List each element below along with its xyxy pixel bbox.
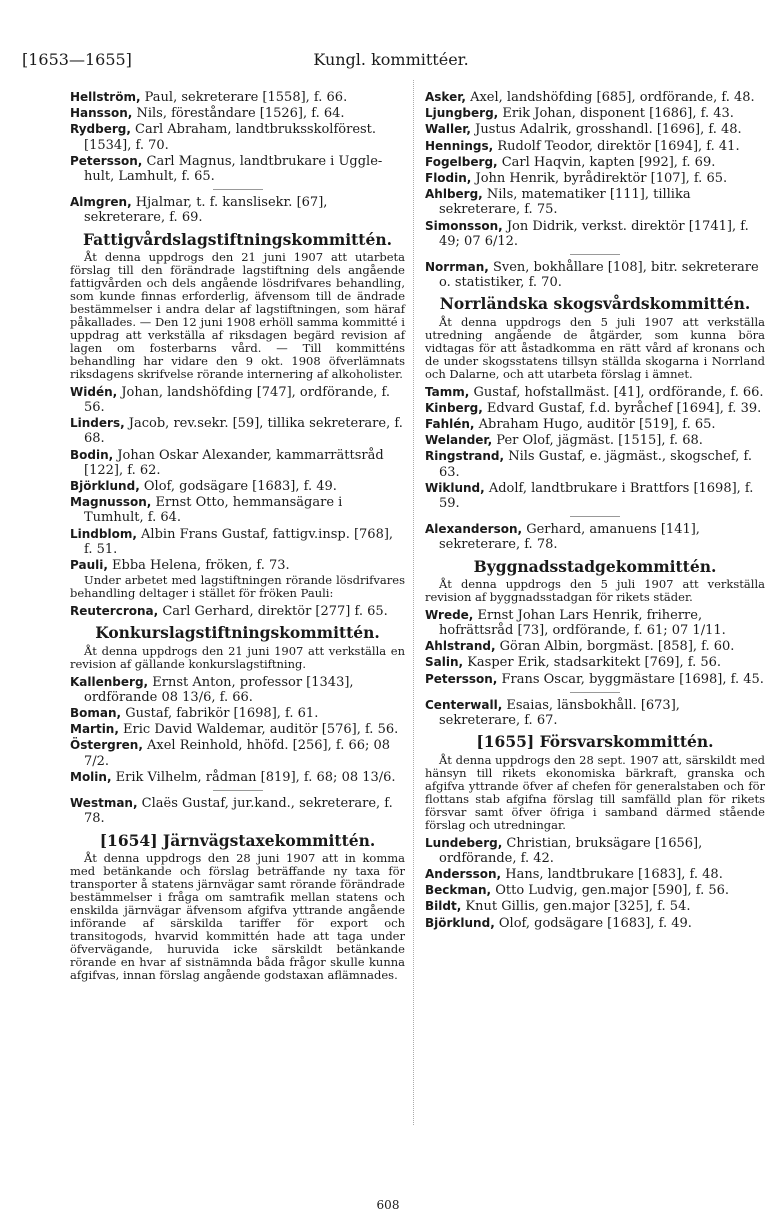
member-name: Hansson, [70,106,133,121]
member-details: Hans, landtbrukare [1683], f. 48. [501,866,723,882]
separator [570,692,620,693]
member-details: Olof, godsägare [1683], f. 49. [494,915,692,931]
member-name: Martin, [70,722,119,737]
member-entry [70,495,405,525]
member-name: Flodin, [425,171,472,186]
member-details: Johan Oskar Alexander, kammarrättsråd [122], f. 62. [84,447,384,478]
member-entry [70,796,405,826]
member-entry [70,706,405,721]
separator [570,254,620,255]
committee-description: Åt denna uppdrogs den 21 juni 1907 att verkställa en revision af gällande konkurslagstiftning. [70,643,405,671]
member-name: Hennings, [425,138,494,153]
right-column [425,90,765,932]
member-details: Ernst Otto, hemmansägare i Tumhult, f. 64. [84,495,343,526]
member-details: Gerhard, amanuens [141], sekreterare, f. 78. [439,522,700,553]
member-name: Lundeberg, [425,835,503,850]
committee-heading: Norrländska skogsvårdskommittén. [439,294,751,314]
member-details: Nils, föreståndare [1526], f. 64. [132,106,345,122]
member-entry [425,899,765,914]
member-name: Fogelberg, [425,154,498,169]
member-name: Welander, [425,433,493,448]
committee-heading: Byggnadsstadgekommittén. [473,556,717,576]
member-details: Carl Haqvin, kapten [992], f. 69. [497,154,716,170]
committee-description: Åt denna uppdrogs den 5 juli 1907 att verkställa revision af byggnadsstadgan för rikets städer. [425,576,765,604]
member-entry [70,90,405,105]
member-entry [425,608,765,638]
member-details: Justus Adalrik, grosshandl. [1696], f. 48. [470,122,742,138]
member-entry [425,449,765,479]
member-details: Paul, sekreterare [1558], f. 66. [140,90,348,105]
member-entry [425,106,765,121]
member-details: Sven, bokhållare [108], bitr. sekreterare o. statistiker, f. 70. [439,260,759,291]
member-name: Ljungberg, [425,106,499,121]
member-name: Bildt, [425,899,462,914]
member-name: Reutercrona, [70,604,159,619]
member-details: Ernst Anton, professor [1343], ordförande 08 13/6, f. 66. [84,674,354,705]
member-name: Andersson, [425,866,502,881]
member-details: Nils, matematiker [111], tillika sekreterare, f. 75. [439,187,691,218]
member-details: Per Olof, jägmäst. [1515], f. 68. [492,433,703,449]
separator [213,189,263,190]
member-entry [70,722,405,737]
member-details: Johan, landshöfding [747], ordförande, f. 56. [84,384,391,416]
member-name: Björklund, [425,915,495,930]
separator [570,516,620,517]
member-entry [425,260,765,290]
member-entry [70,416,405,446]
member-entry [425,916,765,931]
member-entry [425,401,765,416]
member-details: Otto Ludvig, gen.major [590], f. 56. [491,883,730,899]
member-entry [70,770,405,785]
member-name: Linders, [70,416,125,431]
member-entry [425,522,765,552]
member-details: Eric David Waldemar, auditör [576], f. 56. [118,722,399,738]
committee-description: Åt denna uppdrogs den 28 juni 1907 att in komma med betänkande och förslag beträffande ny taxa för transporter å statens järnvägar samt rörande förändrade bestämmelser i fråga om samtrafik mellan statens och enskilda järnvägar äfvensom afgifva yttrande angående införande af särskilda tariffer för export och transitogods, hvarvid kommittén hade att taga under öfvervägande, huruvida icke särskildt betänkande rörande en hvar af sistnämnda båda frågor skulle kunna afgifvas, innan förslag angående godstaxan aflämnades. [70,850,405,982]
member-name: Centerwall, [425,697,503,712]
member-name: Alexanderson, [425,522,523,537]
member-entry [70,154,405,184]
member-details: Knut Gillis, gen.major [325], f. 54. [461,899,691,915]
member-name: Beckman, [425,883,492,898]
running-title: Kungl. kommittéer. [313,50,469,69]
member-name: Wiklund, [425,480,485,495]
member-entry [425,219,765,249]
member-name: Norrman, [425,260,489,275]
member-name: Wrede, [425,607,474,622]
member-details: Adolf, landtbrukare i Brattfors [1698], f. 59. [439,480,754,512]
member-details: Gustaf, hofstallmäst. [41], ordförande, f. 66. [469,384,764,400]
member-entry [425,433,765,448]
member-entry [425,385,765,400]
separator [213,790,263,791]
member-details: Abraham Hugo, auditör [519], f. 65. [474,417,716,433]
member-name: Fahlén, [425,417,475,432]
member-name: Simonsson, [425,218,503,233]
member-details: Carl Magnus, landtbrukare i Uggle-hult, Lamhult, f. 65. [84,153,383,185]
member-details: Axel, landshöfding [685], ordförande, f. 48. [465,90,755,105]
member-details: Esaias, länsbokhåll. [673], sekreterare, f. 67. [439,697,680,729]
committee-description: Under arbetet med lagstiftningen rörande lösdrifvares behandling deltager i stället för fröken Pauli: [70,573,405,601]
member-name: Björklund, [70,479,140,494]
member-entry [70,675,405,705]
member-details: Carl Abraham, landtbruksskolförest. [1534], f. 70. [84,122,377,153]
committee-description: Åt denna uppdrogs den 5 juli 1907 att verkställa utredning angående de åtgärder, som kunna böra vidtagas för att åstadkomma en rätt vård af kronans och de under skogsstatens tillsyn ställda skogarna i Norrland och Dalarne, och att utarbeta förslag i ämnet. [425,314,765,381]
member-name: Asker, [425,90,466,104]
member-details: Gustaf, fabrikör [1698], f. 61. [121,706,319,722]
member-name: Boman, [70,706,122,721]
member-entry [425,139,765,154]
member-name: Westman, [70,796,138,811]
member-name: Rydberg, [70,122,131,137]
member-details: Erik Vilhelm, rådman [819], f. 68; 08 13/6. [111,769,396,785]
member-entry [70,195,405,225]
member-details: Edvard Gustaf, f.d. byråchef [1694], f. 39. [482,400,762,416]
member-details: Claës Gustaf, jur.kand., sekreterare, f. 78. [84,796,393,827]
member-entry [425,90,765,105]
member-entry [425,639,765,654]
member-entry [70,738,405,768]
page-header [22,50,760,74]
member-entry [425,867,765,882]
member-name: Salin, [425,655,464,670]
member-name: Almgren, [70,195,132,210]
member-details: Axel Reinhold, hhöfd. [256], f. 66; 08 7/2. [84,738,391,769]
member-entry [425,655,765,670]
member-details: Jon Didrik, verkst. direktör [1741], f. 49; 07 6/12. [439,218,749,249]
member-details: Nils Gustaf, e. jägmäst., skogschef, f. 63. [439,449,752,480]
page-range: [1653—1655] [22,50,132,69]
member-details: Christian, bruksägare [1656], ordförande, f. 42. [439,835,703,866]
member-name: Kallenberg, [70,674,149,689]
member-entry [70,122,405,152]
member-name: Waller, [425,122,471,137]
member-name: Hellström, [70,90,141,104]
member-entry [70,479,405,494]
member-details: Ernst Johan Lars Henrik, friherre, hofrättsråd [73], ordförande, f. 61; 07 1/11. [439,607,726,639]
member-entry [70,527,405,557]
member-entry [70,106,405,121]
member-entry [70,604,405,619]
member-name: Pauli, [70,558,108,573]
member-entry [70,558,405,573]
committee-heading: [1654] Järnvägstaxekommittén. [99,830,376,850]
member-details: Hjalmar, t. f. kanslisekr. [67], sekreterare, f. 69. [84,195,328,226]
column-divider [413,80,414,1125]
member-details: Albin Frans Gustaf, fattigv.insp. [768], f. 51. [84,526,394,557]
committee-heading: Fattigvårdslagstiftningskommittén. [82,229,392,249]
member-entry [425,171,765,186]
member-name: Magnusson, [70,495,152,510]
member-details: Erik Johan, disponent [1686], f. 43. [498,106,734,122]
member-name: Östergren, [70,738,143,753]
member-name: Tamm, [425,384,470,399]
member-name: Ahlberg, [425,187,483,202]
member-details: John Henrik, byrådirektör [107], f. 65. [471,171,728,187]
member-entry [425,417,765,432]
member-entry [425,883,765,898]
left-column [70,90,405,986]
member-name: Molin, [70,769,112,784]
committee-description: Åt denna uppdrogs den 21 juni 1907 att utarbeta förslag till den förändrade lagstiftning dels angående fattigvården och dels angående lösdrifvares behandling, som kunde finnas erforderlig, äfvensom till de ändrade bestämmelser i andra delar af lagstiftningen, som häraf påkallades. — Den 12 juni 1908 erhöll samma kommitté i uppdrag att verkställa af riksdagen begärd revision af lagen om fosterbarns vård. — Till kommitténs behandling har vidare den 9 okt. 1908 öfverlämnats riksdagens skrifvelse rörande internering af alkoholister. [70,249,405,381]
page-number: 608 [376,1198,400,1212]
member-details: Olof, godsägare [1683], f. 49. [139,479,337,495]
member-name: Widén, [70,384,118,399]
member-entry [425,672,765,687]
member-details: Ebba Helena, fröken, f. 73. [107,558,290,574]
committee-description: Åt denna uppdrogs den 28 sept. 1907 att, särskildt med hänsyn till rikets ekonomiska bärkraft, granska och afgifva yttrande öfver af chefen för generalstaben och för flottans stab afgifna förslag till samfälld plan för rikets försvar samt öfver öfriga i samband därmed stående förslag och utredningar. [425,752,765,832]
committee-heading: Konkurslagstiftningskommittén. [95,623,380,643]
member-name: Petersson, [425,671,498,686]
member-entry [425,187,765,217]
member-entry [425,698,765,728]
member-name: Lindblom, [70,526,137,541]
member-details: Kasper Erik, stadsarkitekt [769], f. 56. [463,655,722,671]
member-entry [425,481,765,511]
member-name: Petersson, [70,153,143,168]
committee-heading: [1655] Försvarskommittén. [476,732,714,752]
member-name: Kinberg, [425,400,483,415]
member-entry [425,122,765,137]
member-entry [425,836,765,866]
member-entry [70,385,405,415]
member-details: Rudolf Teodor, direktör [1694], f. 41. [493,138,740,154]
member-entry [425,155,765,170]
member-details: Jacob, rev.sekr. [59], tillika sekreterare, f. 68. [84,416,403,447]
member-details: Frans Oscar, byggmästare [1698], f. 45. [497,671,764,687]
member-details: Göran Albin, borgmäst. [858], f. 60. [495,639,735,655]
member-name: Ringstrand, [425,449,505,464]
member-entry [70,448,405,478]
member-details: Carl Gerhard, direktör [277] f. 65. [158,604,388,620]
member-name: Ahlstrand, [425,639,496,654]
member-name: Bodin, [70,447,114,462]
